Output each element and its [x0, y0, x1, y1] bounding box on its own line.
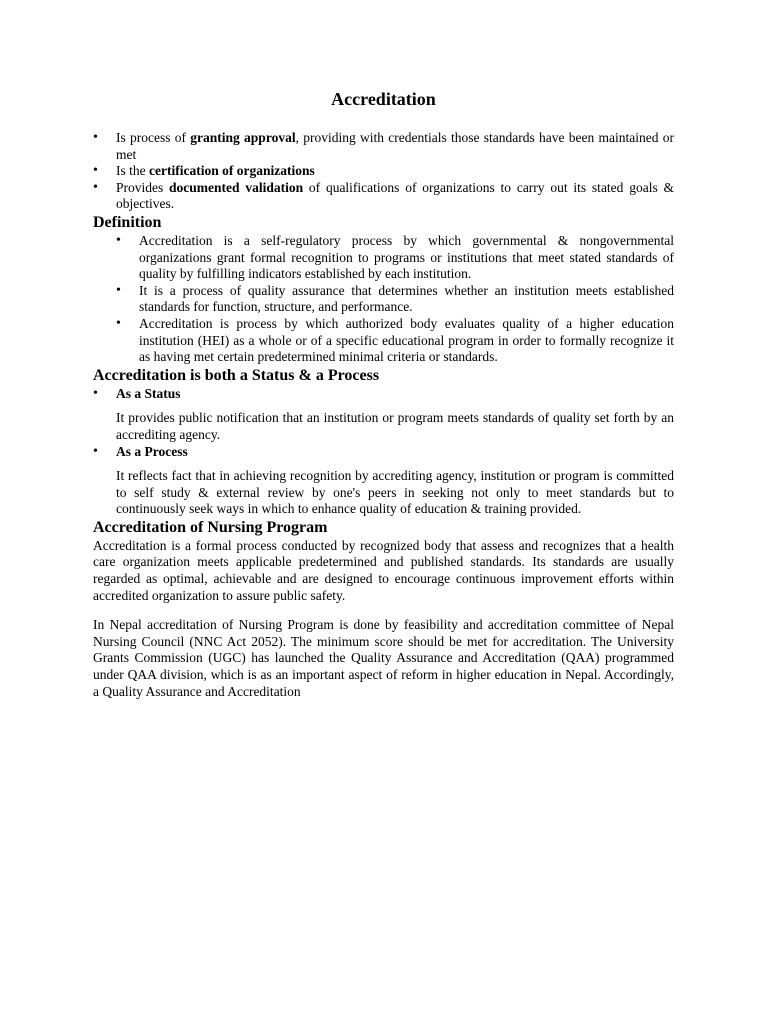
intro-text: of qualifications of organizations to carry out its stated goals & objectives.: [116, 179, 675, 212]
status-item: [93, 386, 674, 403]
status-process-heading: Accreditation is both a Status & a Process: [93, 366, 380, 384]
status-text: It provides public notification that an institution or program meets standards of quality set forth by an accrediting agency.: [116, 410, 674, 442]
intro-text: Provides: [116, 179, 170, 195]
intro-item: [93, 130, 674, 163]
status-label: As a Status: [116, 385, 181, 401]
definition-item: • It is a process of quality assurance that determines whether an institution meets established standards for function, structure, and performance.: [116, 283, 674, 316]
process-label: As a Process: [116, 443, 188, 459]
nursing-heading: Accreditation of Nursing Program: [93, 518, 328, 536]
intro-bold: documented validation: [169, 179, 304, 195]
nursing-paragraph: In Nepal accreditation of Nursing Program is done by feasibility and accreditation committee of Nepal Nursing Council (NNC Act 2052). The minimum score should be met for accreditation. The University Grants Commission (UGC) has launched the Quality Assurance and Accreditation (QAA) programmed under QAA division, which is as an important aspect of reform in higher education in Nepal. Accordingly, a Quality Assurance and Accreditation: [93, 617, 674, 699]
status-process-list: [93, 386, 674, 403]
intro-list: [93, 130, 674, 213]
intro-text: , providing with credentials those standards have been maintained or met: [116, 130, 674, 162]
definition-item: • Accreditation is process by which authorized body evaluates quality of a higher education institution (HEI) as a whole or of a specific educational program in order to formally recognize it as having met certain predetermined minimal criteria or standards.: [116, 316, 674, 366]
nursing-paragraph: Accreditation is a formal process conducted by recognized body that assess and recognizes that a health care organization meets applicable predetermined and published standards. Its standards are usually regarded as optimal, achievable and are designed to encourage continuous improvement efforts within accredited organization to assure public safety.: [93, 537, 674, 603]
intro-item: [93, 180, 674, 213]
intro-bold: certification of organizations: [149, 163, 315, 179]
definition-list: [93, 233, 674, 366]
intro-text: Is process of: [116, 130, 191, 145]
intro-text: Is the: [116, 163, 149, 179]
process-text: It reflects fact that in achieving recognition by accrediting agency, institution or program is committed to self study & external review by one's peers in seeking not only to meet standards but to continuously seek ways in which to enhance quality of education & training provided.: [116, 468, 674, 517]
definition-item: • Accreditation is a self-regulatory process by which governmental & nongovernmental organizations grant formal recognition to programs or institutions that meet stated standards of quality by fulfilling indicators established by each institution.: [116, 233, 674, 283]
intro-bold: granting approval: [190, 130, 296, 145]
process-list: [93, 444, 674, 461]
definition-heading: Definition: [93, 213, 162, 231]
process-item: [93, 444, 674, 461]
page-title: Accreditation: [331, 89, 436, 109]
document-content: [93, 88, 674, 700]
intro-item: [93, 163, 674, 180]
